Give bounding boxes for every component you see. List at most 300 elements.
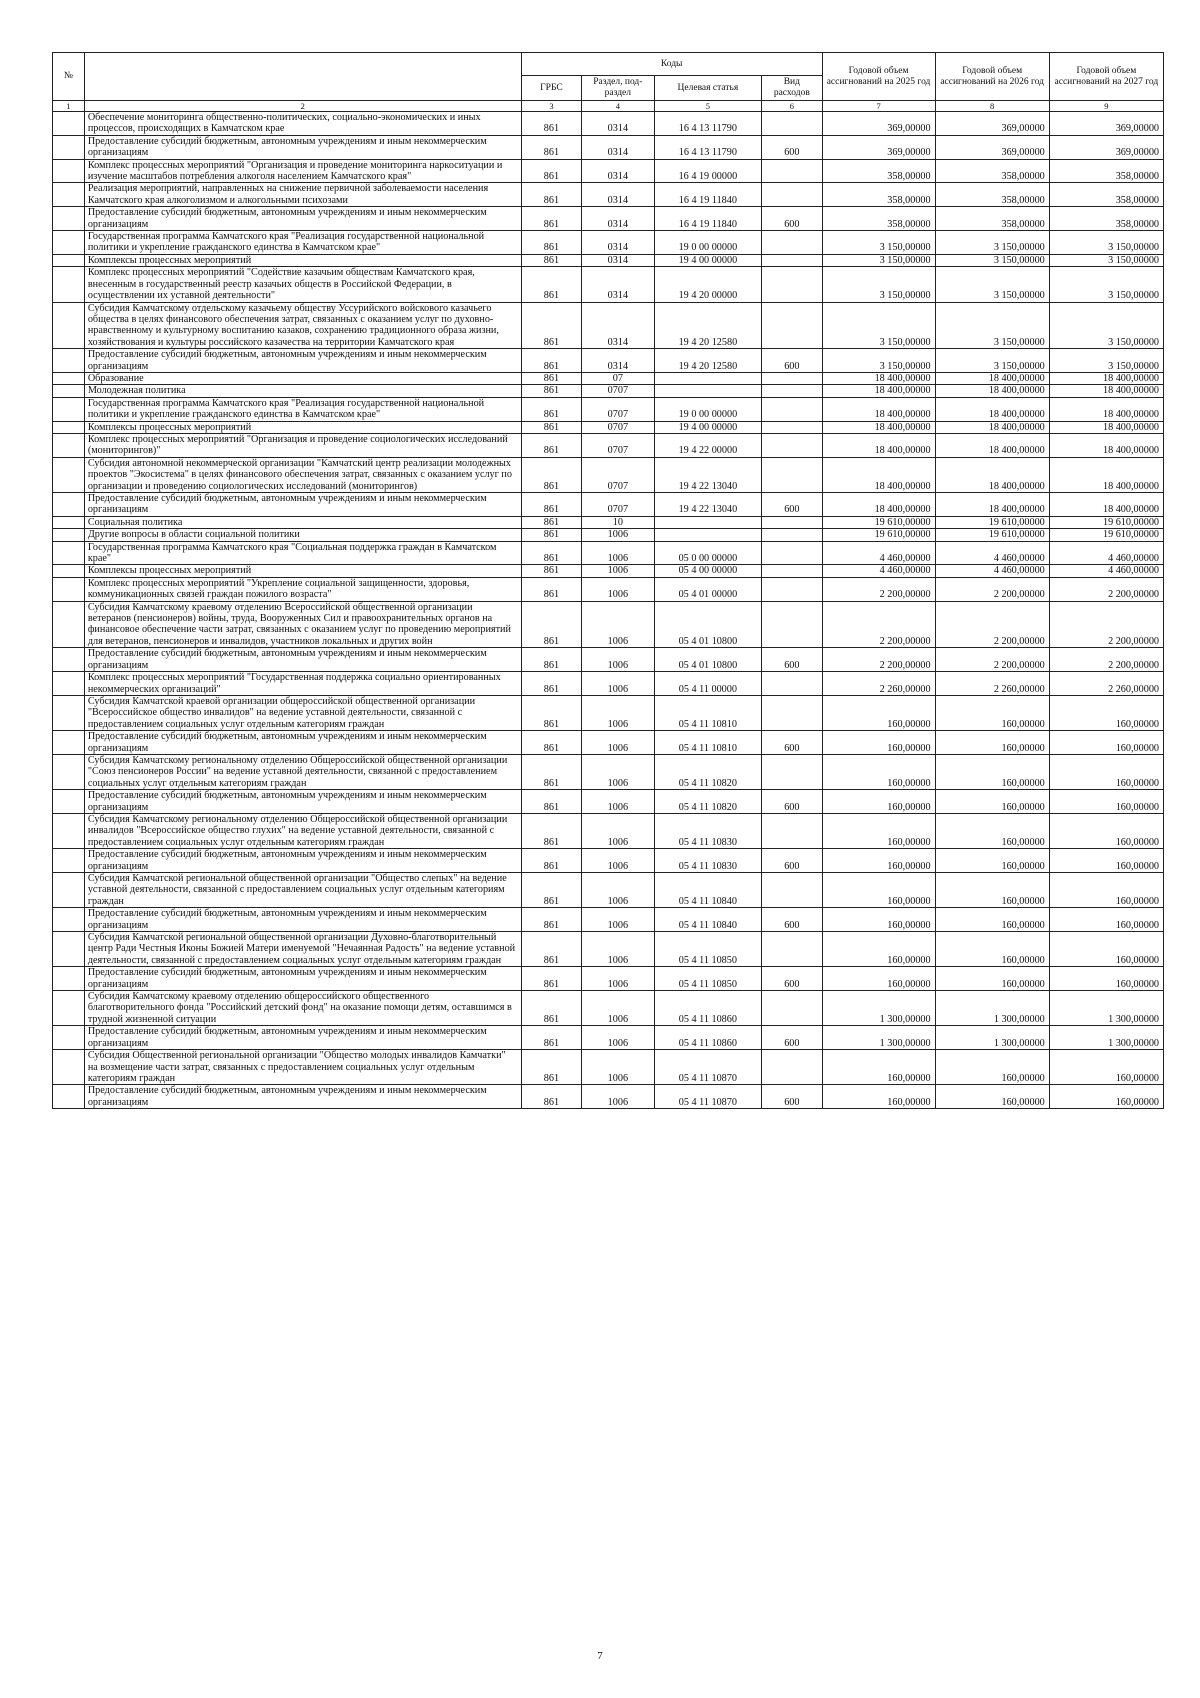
row-amount-2025: 160,00000 [822,695,935,730]
row-target: 05 4 01 10800 [654,601,762,648]
row-razdel: 1006 [582,1050,654,1085]
row-target: 19 0 00 00000 [654,231,762,255]
row-name: Молодежная политика [84,385,521,397]
row-vid [762,813,822,848]
row-grbs: 861 [521,183,581,207]
row-amount-2025: 18 400,00000 [822,493,935,517]
row-target: 05 4 11 10810 [654,731,762,755]
row-name: Комплекс процессных мероприятий "Организация и проведение мониторинга наркоситуации и изучение масштабов потребления алкоголя населением Камчатского края" [84,159,521,183]
row-razdel: 1006 [582,1026,654,1050]
row-amount-2027: 2 200,00000 [1049,648,1163,672]
row-name: Субсидия Общественной региональной организации "Общество молодых инвалидов Камчатки" на возмещение части затрат, связанных с предоставлением социальных услуг отдельным категориям граждан [84,1050,521,1085]
page-number: 7 [597,1650,603,1662]
row-amount-2026: 160,00000 [935,754,1049,789]
table-row [53,932,1164,967]
row-name: Субсидия Камчатскому региональному отделению Общероссийской общественной организации инвалидов "Всероссийское общество глухих" на ведение уставной деятельности, связанной с предоставлением социальных услуг отдельным категориям граждан [84,813,521,848]
row-number-cell [53,207,85,231]
row-vid [762,601,822,648]
row-name: Предоставление субсидий бюджетным, автономным учреждениям и иным некоммерческим организациям [84,349,521,373]
row-grbs: 861 [521,385,581,397]
row-vid [762,183,822,207]
row-target: 05 4 11 10810 [654,695,762,730]
row-razdel: 1006 [582,565,654,577]
row-amount-2026: 2 260,00000 [935,672,1049,696]
row-razdel: 0707 [582,493,654,517]
row-target: 16 4 19 00000 [654,159,762,183]
row-vid [762,421,822,433]
row-name: Обеспечение мониторинга общественно-политических, социально-экономических и иных процессов, происходящих в Камчатском крае [84,112,521,136]
row-number-cell [53,849,85,873]
header-2026: Годовой объем ассигнований на 2026 год [935,53,1049,101]
row-amount-2026: 18 400,00000 [935,421,1049,433]
row-amount-2025: 2 200,00000 [822,648,935,672]
row-razdel: 0314 [582,349,654,373]
row-amount-2027: 4 460,00000 [1049,541,1163,565]
table-row [53,648,1164,672]
row-razdel: 1006 [582,601,654,648]
row-amount-2025: 3 150,00000 [822,302,935,349]
row-amount-2025: 369,00000 [822,135,935,159]
row-number-cell [53,731,85,755]
header-name [84,53,521,101]
column-number: 2 [84,101,521,112]
row-amount-2025: 358,00000 [822,207,935,231]
row-target: 05 4 11 10830 [654,849,762,873]
row-amount-2026: 160,00000 [935,873,1049,908]
row-grbs: 861 [521,991,581,1026]
header-num: № [53,53,85,101]
row-target: 05 4 11 10820 [654,754,762,789]
row-amount-2027: 18 400,00000 [1049,457,1163,492]
row-grbs: 861 [521,159,581,183]
row-amount-2027: 160,00000 [1049,695,1163,730]
column-number: 9 [1049,101,1163,112]
row-number-cell [53,873,85,908]
row-amount-2025: 4 460,00000 [822,541,935,565]
table-row [53,207,1164,231]
row-target: 05 4 11 10830 [654,813,762,848]
row-razdel: 1006 [582,991,654,1026]
table-row [53,135,1164,159]
row-target: 19 4 22 00000 [654,433,762,457]
row-grbs: 861 [521,754,581,789]
row-target: 16 4 19 11840 [654,207,762,231]
row-amount-2026: 18 400,00000 [935,433,1049,457]
row-grbs: 861 [521,267,581,302]
row-amount-2025: 160,00000 [822,1085,935,1109]
row-name: Другие вопросы в области социальной политики [84,529,521,541]
row-amount-2025: 19 610,00000 [822,516,935,528]
row-grbs: 861 [521,648,581,672]
row-amount-2025: 18 400,00000 [822,433,935,457]
table-row [53,372,1164,384]
row-amount-2026: 19 610,00000 [935,516,1049,528]
row-amount-2026: 160,00000 [935,813,1049,848]
table-row [53,541,1164,565]
row-vid [762,433,822,457]
table-row [53,493,1164,517]
row-name: Предоставление субсидий бюджетным, автономным учреждениям и иным некоммерческим организациям [84,908,521,932]
row-name: Государственная программа Камчатского края "Реализация государственной национальной политики и укрепление гражданского единства в Камчатском крае" [84,397,521,421]
row-name: Субсидия Камчатской региональной общественной организации "Общество слепых" на ведение уставной деятельности, связанной с предоставлением социальных услуг отдельным категориям граждан [84,873,521,908]
row-amount-2027: 3 150,00000 [1049,267,1163,302]
row-vid [762,159,822,183]
table-row [53,601,1164,648]
column-number: 5 [654,101,762,112]
table-row [53,433,1164,457]
row-amount-2025: 18 400,00000 [822,385,935,397]
row-number-cell [53,493,85,517]
row-name: Государственная программа Камчатского края "Социальная поддержка граждан в Камчатском крае" [84,541,521,565]
row-target: 16 4 13 11790 [654,112,762,136]
table-row [53,967,1164,991]
row-name: Социальная политика [84,516,521,528]
row-amount-2027: 160,00000 [1049,813,1163,848]
row-target: 05 4 11 00000 [654,672,762,696]
row-vid [762,254,822,266]
row-amount-2027: 18 400,00000 [1049,421,1163,433]
table-row [53,1050,1164,1085]
row-number-cell [53,932,85,967]
row-number-cell [53,648,85,672]
row-razdel: 1006 [582,541,654,565]
table-row [53,112,1164,136]
row-target: 05 4 11 10840 [654,873,762,908]
row-amount-2026: 1 300,00000 [935,1026,1049,1050]
row-vid [762,457,822,492]
row-amount-2027: 18 400,00000 [1049,433,1163,457]
row-amount-2026: 160,00000 [935,1050,1049,1085]
row-amount-2026: 2 200,00000 [935,601,1049,648]
row-razdel: 0314 [582,135,654,159]
row-number-cell [53,565,85,577]
table-row [53,302,1164,349]
row-amount-2025: 3 150,00000 [822,267,935,302]
row-razdel: 1006 [582,967,654,991]
table-row [53,790,1164,814]
row-name: Субсидия автономной некоммерческой организации "Камчатский центр реализации молодежных проектов "Экосистема" в целях финансового обеспечения затрат, связанных с оказанием услуг по организации и проведению социологических исследований (мониторингов) [84,457,521,492]
row-number-cell [53,135,85,159]
table-row [53,849,1164,873]
table-row [53,577,1164,601]
table-row [53,183,1164,207]
table-row [53,1085,1164,1109]
table-row [53,349,1164,373]
row-grbs: 861 [521,397,581,421]
row-number-cell [53,457,85,492]
row-number-cell [53,302,85,349]
row-amount-2026: 358,00000 [935,159,1049,183]
row-name: Предоставление субсидий бюджетным, автономным учреждениям и иным некоммерческим организациям [84,731,521,755]
row-amount-2027: 18 400,00000 [1049,372,1163,384]
row-vid: 600 [762,135,822,159]
row-amount-2026: 160,00000 [935,967,1049,991]
row-amount-2027: 358,00000 [1049,183,1163,207]
row-name: Субсидия Камчатской региональной общественной организации Духовно-благотворительный центр Ради Честныя Иконы Божией Матери именуемой "Нечаянная Радость" на ведение уставной деятельности, связанной с предоставлением социальных услуг отдельным категориям граждан [84,932,521,967]
row-amount-2027: 358,00000 [1049,159,1163,183]
row-grbs: 861 [521,813,581,848]
row-amount-2027: 369,00000 [1049,135,1163,159]
row-target: 05 4 01 10800 [654,648,762,672]
row-number-cell [53,267,85,302]
row-amount-2025: 3 150,00000 [822,231,935,255]
row-grbs: 861 [521,731,581,755]
row-amount-2025: 160,00000 [822,873,935,908]
row-amount-2026: 160,00000 [935,932,1049,967]
row-vid: 600 [762,731,822,755]
row-amount-2025: 2 260,00000 [822,672,935,696]
row-grbs: 861 [521,849,581,873]
row-grbs: 861 [521,421,581,433]
row-name: Предоставление субсидий бюджетным, автономным учреждениям и иным некоммерческим организациям [84,1085,521,1109]
row-grbs: 861 [521,908,581,932]
row-vid [762,372,822,384]
row-number-cell [53,1026,85,1050]
table-row [53,254,1164,266]
row-vid [762,672,822,696]
row-number-cell [53,1050,85,1085]
table-row [53,731,1164,755]
row-grbs: 861 [521,493,581,517]
row-vid: 600 [762,849,822,873]
row-amount-2026: 18 400,00000 [935,493,1049,517]
table-row [53,695,1164,730]
row-target [654,516,762,528]
row-name: Комплекс процессных мероприятий "Организация и проведение социологических исследований (мониторингов)" [84,433,521,457]
row-vid [762,991,822,1026]
row-number-cell [53,908,85,932]
row-amount-2025: 160,00000 [822,932,935,967]
row-target: 05 4 11 10860 [654,1026,762,1050]
row-number-cell [53,516,85,528]
row-amount-2025: 4 460,00000 [822,565,935,577]
budget-table-sheet [52,52,1164,1109]
header-razdel: Раздел, под-раздел [582,76,654,101]
row-target: 05 4 11 10860 [654,991,762,1026]
column-number: 4 [582,101,654,112]
row-grbs: 861 [521,302,581,349]
row-vid [762,1050,822,1085]
row-amount-2027: 160,00000 [1049,967,1163,991]
row-amount-2026: 3 150,00000 [935,302,1049,349]
table-row [53,672,1164,696]
row-razdel: 0314 [582,231,654,255]
row-amount-2025: 19 610,00000 [822,529,935,541]
header-grbs: ГРБС [521,76,581,101]
row-target: 05 4 01 00000 [654,577,762,601]
row-amount-2025: 358,00000 [822,183,935,207]
row-razdel: 0707 [582,457,654,492]
row-number-cell [53,183,85,207]
row-target: 19 4 20 12580 [654,349,762,373]
row-number-cell [53,254,85,266]
row-number-cell [53,601,85,648]
row-amount-2026: 1 300,00000 [935,991,1049,1026]
row-razdel: 1006 [582,790,654,814]
row-amount-2027: 160,00000 [1049,849,1163,873]
row-vid [762,397,822,421]
row-amount-2026: 19 610,00000 [935,529,1049,541]
row-vid [762,529,822,541]
row-name: Предоставление субсидий бюджетным, автономным учреждениям и иным некоммерческим организациям [84,207,521,231]
row-target: 16 4 19 11840 [654,183,762,207]
column-number: 8 [935,101,1049,112]
row-vid [762,754,822,789]
row-amount-2027: 160,00000 [1049,1085,1163,1109]
row-razdel: 0314 [582,207,654,231]
row-amount-2027: 2 200,00000 [1049,577,1163,601]
row-amount-2027: 18 400,00000 [1049,385,1163,397]
row-amount-2025: 160,00000 [822,754,935,789]
row-number-cell [53,541,85,565]
row-vid: 600 [762,790,822,814]
row-amount-2027: 3 150,00000 [1049,302,1163,349]
row-grbs: 861 [521,254,581,266]
row-amount-2027: 18 400,00000 [1049,397,1163,421]
row-vid: 600 [762,648,822,672]
row-grbs: 861 [521,529,581,541]
row-amount-2026: 18 400,00000 [935,457,1049,492]
row-target: 19 4 20 12580 [654,302,762,349]
row-name: Субсидия Камчатской краевой организации общероссийской общественной организации "Всероссийское общество инвалидов" на ведение уставной деятельности, связанной с предоставлением социальных услуг отдельным категориям граждан [84,695,521,730]
row-grbs: 861 [521,372,581,384]
table-row [53,397,1164,421]
header-codes: Коды [521,53,822,76]
row-grbs: 861 [521,457,581,492]
row-amount-2026: 369,00000 [935,135,1049,159]
row-razdel: 1006 [582,731,654,755]
row-target [654,529,762,541]
row-vid [762,267,822,302]
row-grbs: 861 [521,349,581,373]
row-amount-2025: 358,00000 [822,159,935,183]
row-grbs: 861 [521,541,581,565]
row-number-cell [53,433,85,457]
row-vid [762,385,822,397]
row-grbs: 861 [521,1026,581,1050]
row-razdel: 1006 [582,849,654,873]
row-razdel: 0707 [582,433,654,457]
row-razdel: 1006 [582,577,654,601]
row-amount-2025: 3 150,00000 [822,254,935,266]
row-amount-2027: 160,00000 [1049,754,1163,789]
row-amount-2025: 1 300,00000 [822,1026,935,1050]
row-grbs: 861 [521,231,581,255]
row-target: 05 4 11 10850 [654,932,762,967]
row-name: Комплексы процессных мероприятий [84,254,521,266]
row-razdel: 10 [582,516,654,528]
row-grbs: 861 [521,112,581,136]
row-number-cell [53,421,85,433]
row-vid [762,932,822,967]
row-amount-2027: 3 150,00000 [1049,349,1163,373]
row-amount-2027: 160,00000 [1049,790,1163,814]
row-grbs: 861 [521,873,581,908]
row-amount-2027: 1 300,00000 [1049,1026,1163,1050]
row-amount-2026: 160,00000 [935,849,1049,873]
table-body [53,112,1164,1109]
row-amount-2027: 160,00000 [1049,873,1163,908]
row-grbs: 861 [521,1085,581,1109]
row-number-cell [53,813,85,848]
row-amount-2026: 358,00000 [935,207,1049,231]
row-name: Образование [84,372,521,384]
row-razdel: 1006 [582,672,654,696]
row-grbs: 861 [521,433,581,457]
row-razdel: 1006 [582,908,654,932]
row-grbs: 861 [521,207,581,231]
row-number-cell [53,754,85,789]
row-amount-2025: 160,00000 [822,967,935,991]
row-amount-2026: 4 460,00000 [935,541,1049,565]
row-number-cell [53,397,85,421]
row-target: 19 4 22 13040 [654,457,762,492]
row-number-cell [53,385,85,397]
column-number: 3 [521,101,581,112]
row-name: Предоставление субсидий бюджетным, автономным учреждениям и иным некоммерческим организациям [84,849,521,873]
row-amount-2025: 369,00000 [822,112,935,136]
row-target: 05 4 11 10840 [654,908,762,932]
row-vid [762,541,822,565]
row-vid [762,112,822,136]
row-target: 05 4 00 00000 [654,565,762,577]
row-amount-2025: 160,00000 [822,731,935,755]
row-number-cell [53,695,85,730]
row-amount-2026: 160,00000 [935,731,1049,755]
row-target: 05 4 11 10870 [654,1050,762,1085]
row-amount-2025: 18 400,00000 [822,397,935,421]
row-amount-2027: 2 200,00000 [1049,601,1163,648]
row-razdel: 0314 [582,302,654,349]
row-razdel: 0707 [582,421,654,433]
header-2027: Годовой объем ассигнований на 2027 год [1049,53,1163,101]
row-vid [762,695,822,730]
table-row [53,991,1164,1026]
row-target: 19 4 22 13040 [654,493,762,517]
row-grbs: 861 [521,1050,581,1085]
row-amount-2026: 2 200,00000 [935,577,1049,601]
row-amount-2026: 18 400,00000 [935,385,1049,397]
row-grbs: 861 [521,672,581,696]
row-target: 19 0 00 00000 [654,397,762,421]
row-amount-2027: 3 150,00000 [1049,231,1163,255]
row-amount-2026: 4 460,00000 [935,565,1049,577]
row-razdel: 1006 [582,932,654,967]
row-amount-2025: 18 400,00000 [822,372,935,384]
table-row [53,159,1164,183]
row-vid: 600 [762,493,822,517]
row-number-cell [53,991,85,1026]
row-amount-2027: 19 610,00000 [1049,516,1163,528]
row-number-cell [53,790,85,814]
row-amount-2027: 358,00000 [1049,207,1163,231]
row-amount-2025: 160,00000 [822,849,935,873]
table-row [53,1026,1164,1050]
row-amount-2027: 369,00000 [1049,112,1163,136]
row-name: Государственная программа Камчатского края "Реализация государственной национальной политики и укрепление гражданского единства в Камчатском крае" [84,231,521,255]
row-razdel: 1006 [582,529,654,541]
row-amount-2025: 18 400,00000 [822,457,935,492]
row-amount-2025: 160,00000 [822,1050,935,1085]
table-row [53,267,1164,302]
table-row [53,813,1164,848]
row-name: Реализация мероприятий, направленных на снижение первичной заболеваемости населения Камчатского края алкоголизмом и алкогольными психозами [84,183,521,207]
row-vid [762,565,822,577]
row-name: Комплекс процессных мероприятий "Укрепление социальной защищенности, здоровья, коммуникационных связей граждан пожилого возраста" [84,577,521,601]
row-amount-2026: 18 400,00000 [935,397,1049,421]
row-grbs: 861 [521,790,581,814]
row-name: Субсидия Камчатскому краевому отделению Всероссийской общественной организации ветеранов (пенсионеров) войны, труда, Вооруженных Сил и правоохранительных органов на финансовое обеспечение части затрат, связанных с оказанием услуг по проведению мероприятий для ветеранов, пенсионеров и инвалидов, участников локальных и других войн [84,601,521,648]
